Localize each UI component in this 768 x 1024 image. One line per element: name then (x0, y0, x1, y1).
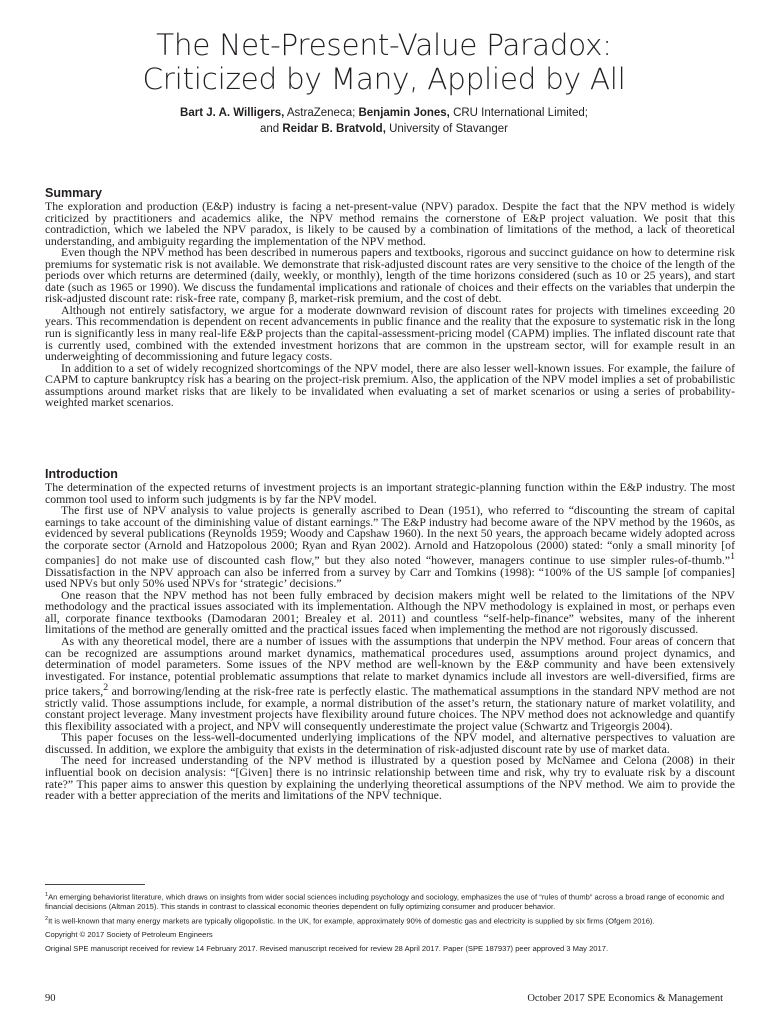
introduction-paragraph: The determination of the expected returns of investment projects is an important strategic-planning function within the E&P industry. The most common tool used to inform such judgments is by far the NPV model. (45, 480, 735, 506)
footnote-divider (45, 884, 145, 885)
introduction-paragraph: This paper focuses on the less-well-documented underlying implications of the NPV model, and alternative perspectives to valuation are discussed. In addition, we explore the ambiguity that exists in the determination of risk-adjusted discount rate by use of market data. (45, 730, 735, 756)
paragraph-text: and borrowing/lending at the risk-free rate is perfectly elastic. The mathematical assumptions in the standard NPV method are not strictly valid. Those assumptions include, for example, a normal distribution of the asset’s return, the stationary nature of market volatility, and constant project leverage. Many investment projects have flexibility around future choices. The NPV method does not acknowledge and quantify this flexibility associated with a project, and NPV will consequently underestimate the project value (Schwartz and Trigeorgis 2004). (45, 684, 735, 733)
paragraph-text: Dissatisfaction in the NPV approach can also be inferred from a survey by Carr and Tomkins (1998): “100% of the US sample [of companies] used NPVs but only 50% used NPVs for ‘strategic’ decisions.” (45, 564, 735, 591)
page-number: 90 (45, 993, 56, 1004)
paragraph-text: The first use of NPV analysis to value projects is generally ascribed to Dean (1951), who referred to “discounting the stream of capital earnings to take account of the diminishing value of distant earnings.” The E&P industry had become aware of the NPV method by the 1960s, as evidenced by several publications (Reynolds 1959; Woody and Capshaw 1960). In the next 50 years, the approach became widely adopted across the corporate sector (Arnold and Hatzopolous 2000; Ryan and Ryan 2002). Arnold and Hatzopolous (2000) stated: “only a small minority [of companies] do not make use of discounted cash flow,” but they also noted “however, managers continue to use simpler rules-of-thumb.” (45, 503, 735, 568)
footnote-marker[interactable]: 2 (103, 682, 109, 694)
author-block (0, 106, 768, 137)
footnote (45, 891, 735, 911)
summary-paragraph: Even though the NPV method has been described in numerous papers and textbooks, rigorous and succinct guidance on how to determine risk premiums for systematic risk is not available. We demonstrate that risk-adjusted discount rates are very sensitive to the choice of the length of the periods over which returns are determined (daily, weekly, or monthly), length of the time horizons considered (such as 10 or 25 years), and start date (such as 1965 or 1990). We discuss the fundamental implications and rationale of choices and their effects on the variables that underpin the risk-adjusted discount rate: risk-free rate, company β, market-risk premium, and the cost of debt. (45, 245, 735, 306)
footnote-marker[interactable]: 1 (730, 551, 735, 563)
author-name: Reidar B. Bratvold, (282, 122, 386, 135)
manuscript-history: Original SPE manuscript received for review 14 February 2017. Revised manuscript received for review 28 April 2017. Paper (SPE 187937) peer approved 3 May 2017. (45, 943, 609, 953)
summary-heading: Summary (45, 186, 102, 200)
copyright-notice: Copyright © 2017 Society of Petroleum Engineers (45, 930, 213, 940)
paper-title (0, 28, 768, 96)
introduction-paragraph (45, 636, 735, 732)
journal-issue: October 2017 SPE Economics & Management (527, 993, 723, 1004)
author-affiliation: CRU International Limited; (449, 107, 588, 119)
paper-title-line-1: The Net-Present-Value Paradox: (156, 28, 612, 62)
author-name: Bart J. A. Willigers, (180, 107, 285, 119)
summary-paragraph: The exploration and production (E&P) industry is facing a net-present-value (NPV) paradox. Despite the fact that the NPV method is widely criticized by practitioners and academics alike, the NPV method remains the cornerstone of E&P project valuation. We posit that this contradiction, which we labeled the NPV paradox, is likely to be caused by a combination of limitations of the method, a lack of theoretical understanding, and ambiguity regarding the implementation of the NPV method. (45, 199, 735, 248)
author-affiliation: AstraZeneca; (284, 107, 359, 119)
footnote-text: An emerging behaviorist literature, which draws on insights from wider social sciences including psychology and sociology, emphasizes the use of “rules of thumb” across a broad range of economic and financial decisions (Altman 2015). This stands in contrast to classical economic theories dependent on fully optimizing consumer and producer behavior. (45, 892, 725, 911)
introduction-section (45, 467, 735, 802)
summary-paragraph: In addition to a set of widely recognized shortcomings of the NPV model, there are also lesser well-known issues. For example, the failure of CAPM to capture bankruptcy risk has a bearing on the project-risk premium. Also, the application of the NPV model implies a set of probabilistic assumptions around market risks that are likely to be invalidated when evaluating a set of market scenarios or using a series of probability-weighted market scenarios. (45, 360, 735, 410)
footnote-text: It is well-known that many energy markets are typically oligopolistic. In the UK, for example, approximately 90% of domestic gas and electricity is supplied by six firms (Ofgem 2016). (48, 916, 655, 926)
author-name: Benjamin Jones, (358, 107, 450, 119)
introduction-paragraph: The need for increased understanding of the NPV method is illustrated by a question posed by McNamee and Celona (2008) in their influential book on decision analysis: “[Given] there is no intrinsic relationship between time and risk, why try to evaluate risk by a discount rate?” This paper aims to answer this question by explaining the underlying theoretical assumptions of the NPV method. We aim to provide the reader with a better appreciation of the merits and limitations of the NPV technique. (45, 753, 735, 803)
footnote-number: 1 (45, 892, 49, 898)
introduction-paragraph (45, 505, 735, 590)
summary-section (45, 186, 735, 409)
footnotes (45, 891, 735, 957)
footnote-number: 2 (45, 916, 49, 923)
author-line-2 (0, 122, 768, 138)
paragraph-text: As with any theoretical model, there are a number of issues with the assumptions that underpin the NPV method. Four areas of concern that can be recognized are assumptions around market dynamics, mathematical procedures used, assumptions around project dynamics, and determination of model parameters. Some issues of the NPV method are well-known by the E&P community and have been extensively investigated. For instance, potential problematic assumptions that relate to market dynamics include all investors are well-diversified, firms are price takers, (45, 634, 735, 699)
summary-paragraph: Although not entirely satisfactory, we argue for a moderate downward revision of discount rates for projects with timelines exceeding 20 years. This recommendation is dependent on recent advancements in public finance and the reality that the exposure to systematic risk in the long run is significantly less in many real-life E&P projects than the capital-assessment-pricing model (CAPM) implies. The inflated discount rate that is currently used, combined with the extended investment horizons that are common in the upstream sector, will for example result in an underweighting of decommissioning and future legacy costs. (45, 302, 735, 364)
author-affiliation: University of Stavanger (385, 122, 508, 135)
paper-title-line-2: Criticized by Many, Applied by All (142, 62, 626, 96)
author-line-1 (0, 106, 768, 122)
footnote (45, 915, 735, 926)
introduction-paragraph: One reason that the NPV method has not been fully embraced by decision makers might well be related to the limitations of the NPV methodology and the practical issues associated with its implementation. Although the NPV methodology is explained in most, or perhaps even all, corporate finance textbooks (Damodaran 2001; Brealey et al. 2011) and countless “self-help-finance” websites, many of the inherent limitations of the method are generally omitted and the practical issues faced when implementing the method are not rigorously discussed. (45, 587, 735, 637)
author-conjunction: and (259, 122, 283, 135)
introduction-heading: Introduction (45, 467, 118, 481)
